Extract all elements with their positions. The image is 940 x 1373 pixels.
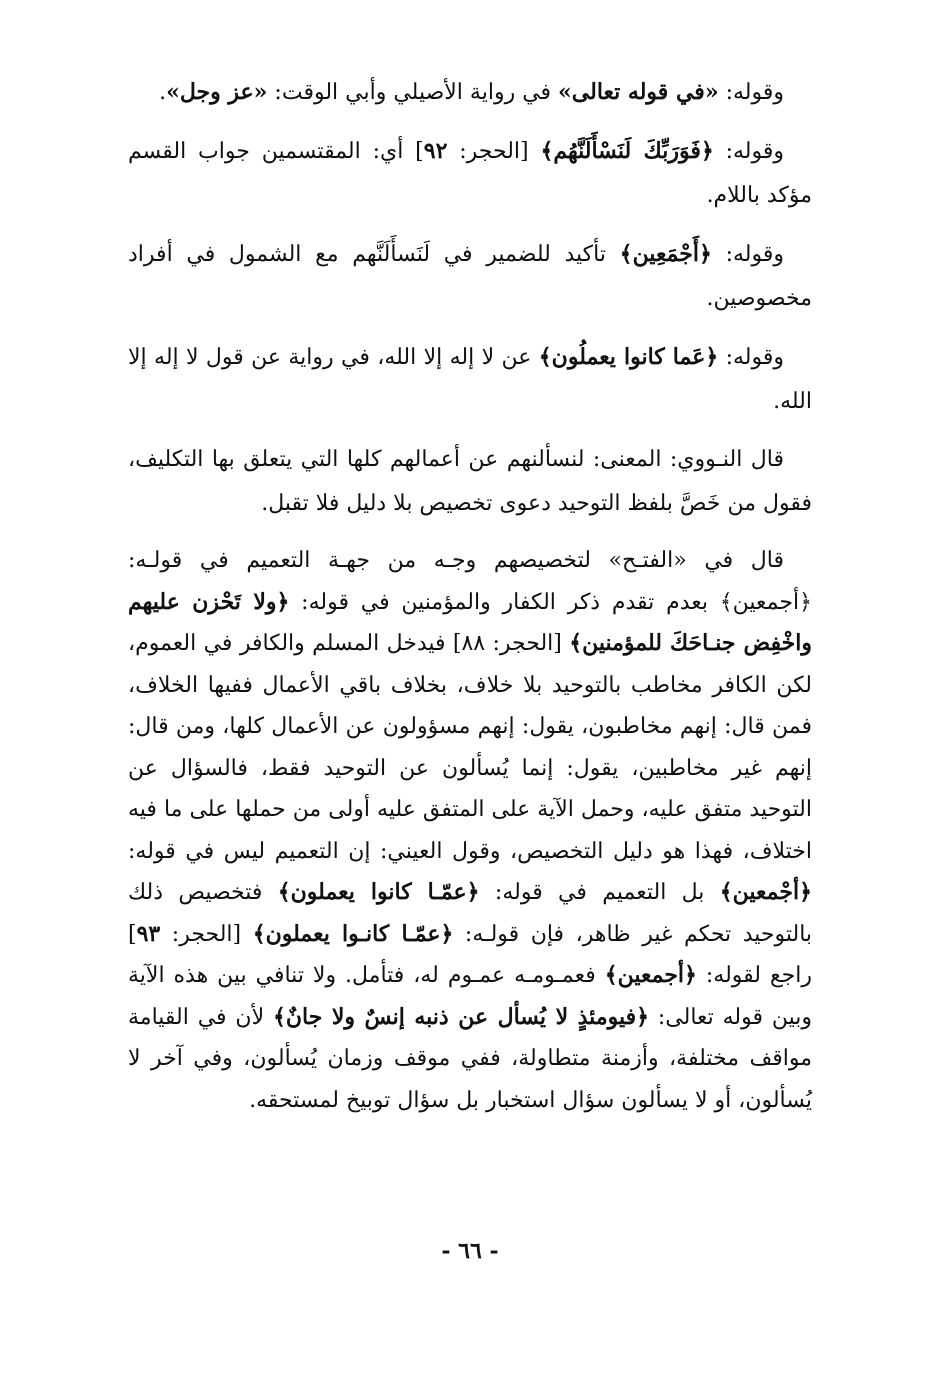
paragraph-3 [128, 232, 812, 321]
paragraph-4 [128, 335, 812, 424]
body-text: [الحجر: ٨٨] فيدخل المسلم والكافر في العموم، لكن الكافر مخاطب بالتوحيد بلا خلاف، بخلاف باقي الأعمال ففيها الخلاف، فمن قال: إنهم مخاطبون، يقول: إنهم مسؤولون عن الأعمال كلها، ومن قال: إنهم غير مخاطبين، يقول: إنما يُسألون عن التوحيد فقط، فالسؤال عن التوحيد متفق عليه، وحمل الآية على المتفق عليه أولى من حملها على ما فيه اختلاف، فهذا هو دليل التخصيص، وقول العيني: إن التعميم ليس في قوله: [128, 631, 812, 864]
body-text: ] أي: المقتسمين جواب القسم مؤكد باللام. [128, 139, 812, 208]
body-text: وقوله: [718, 345, 785, 370]
quoted-phrase: ﴿أجْمعين﴾ [719, 879, 812, 905]
paragraph-2 [128, 129, 812, 218]
body-text: فتخصيص ذلك بالتوحيد تحكم غير ظاهر، فإن قولـه: [128, 880, 813, 947]
quoted-phrase: ﴿ولا تَحْزن عليهم واخْفِض جنـاحَكَ للمؤمنين﴾ [128, 588, 812, 656]
quoted-phrase: ﴿فَوَرَبِّكَ لَنَسْأَلَنَّهُم﴾ [540, 138, 714, 164]
body-text: ﴿أجمعين﴾ [719, 589, 812, 615]
quoted-phrase: ٩٢ [423, 138, 448, 164]
body-text: في رواية الأصيلي وأبي الوقت: [267, 80, 559, 105]
body-text: ] راجع لقوله: [128, 921, 813, 988]
body-text: وقوله: [711, 242, 784, 267]
paragraph-5 [128, 438, 812, 526]
body-text: عن لا إله إلا الله، في رواية عن قول لا إله إلا الله. [128, 345, 812, 414]
paragraph-1 [128, 70, 812, 115]
quoted-phrase: ﴿أجمعين﴾ [604, 962, 697, 988]
body-text: . [159, 80, 167, 105]
body-text: وقوله: [718, 80, 784, 105]
page-body [128, 70, 812, 1135]
quoted-phrase: ﴿عَما كانوا يعملُون﴾ [538, 344, 719, 370]
body-text: فعمـومـه عمـوم له، فتأمل. ولا تنافي بين هذه الآية وبين قوله تعالى: [128, 963, 812, 1030]
body-text: [الحجر: [447, 139, 541, 164]
quoted-phrase: ٩٣ [136, 920, 161, 947]
page-number: - ٦٦ - [441, 1238, 499, 1264]
body-text: تأكيد للضمير في لَنَسأَلَنَّهم مع الشمول في أفراد مخصوصين. [128, 242, 812, 311]
quoted-phrase: ﴿فيومئذٍ لا يُسأل عن ذنبه إنسٌ ولا جانٌ﴾ [272, 1003, 650, 1030]
body-text: قال في «الفتـح» لتخصيصهم وجـه من جهـة التعميم في قولـه: [128, 548, 784, 573]
body-text: لأن في القيامة مواقف مختلفة، وأزمنة متطاولة، ففي موقف وزمان يُسألون، وفي آخر لا يُسألون، أو لا يسألون سؤال استخبار بل سؤال توبيخ لمستحقه. [128, 1004, 812, 1113]
paragraph-6 [128, 540, 812, 1121]
body-text: قال النـووي: المعنى: لنسألنهم عن أعمالهم كلها التي يتعلق بها التكليف، فقول من خَصَّ بلفظ التوحيد دعوى تخصيص بلا دليل فلا تقبل. [128, 447, 812, 516]
body-text: وقوله: [713, 139, 784, 164]
quoted-phrase: ﴿أَجْمَعِين﴾ [619, 241, 712, 267]
body-text: بعدم تقدم ذكر الكفار والمؤمنين في قوله: [289, 589, 720, 615]
body-text: بل التعميم في قوله: [479, 880, 720, 905]
body-text: [الحجر: [160, 921, 253, 947]
quoted-phrase: «في قوله تعالى» [558, 79, 719, 105]
quoted-phrase: ﴿عمّـا كانوا يعملون﴾ [277, 879, 480, 905]
quoted-phrase: «عز وجل» [166, 79, 268, 105]
quoted-phrase: ﴿عمّـا كانـوا يعملون﴾ [252, 920, 454, 947]
